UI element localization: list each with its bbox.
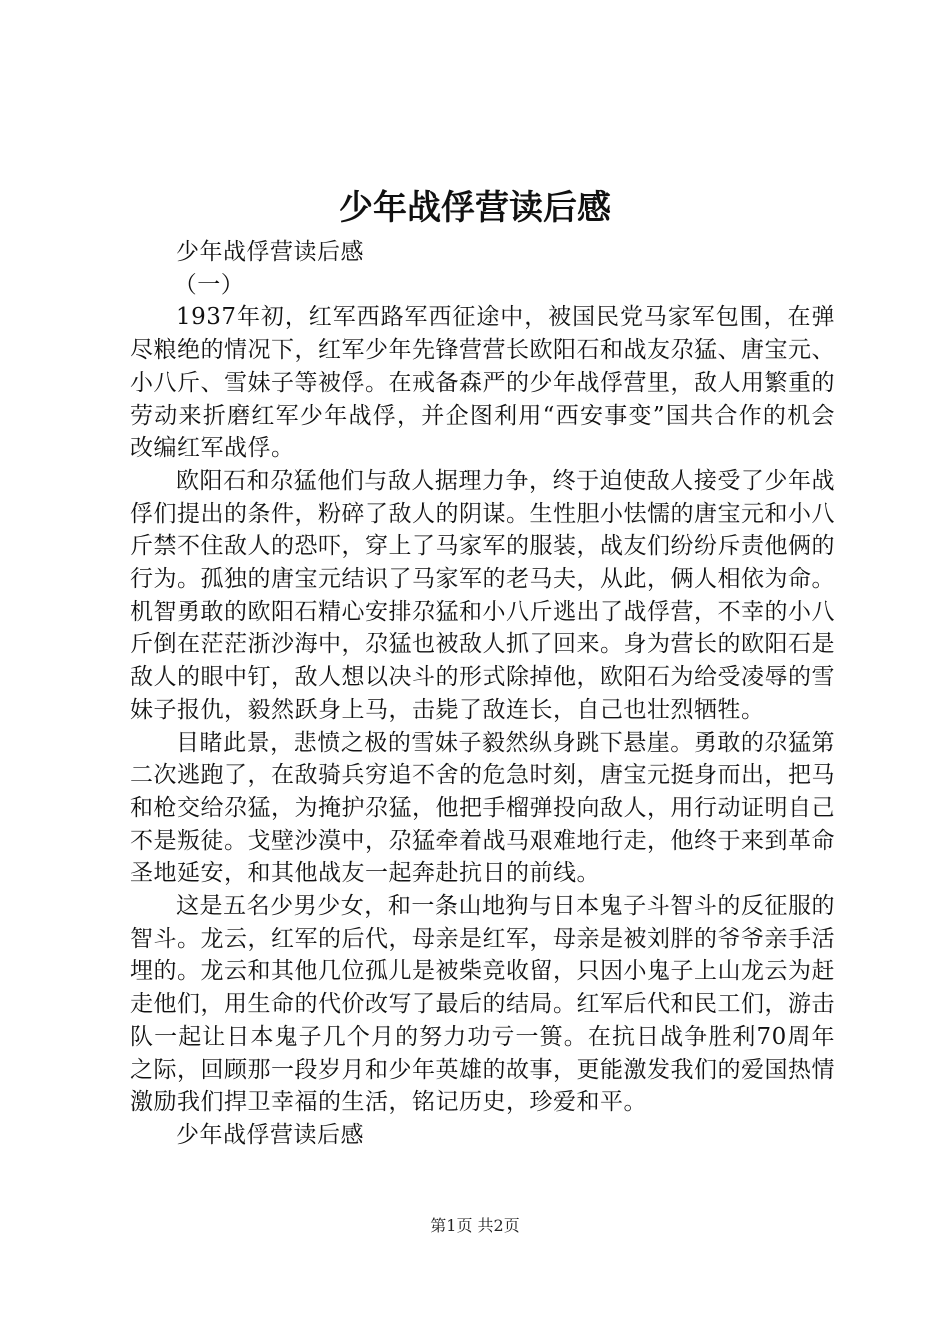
paragraph: 这是五名少男少女，和一条山地狗与日本鬼子斗智斗的反征服的智斗。龙云，红军的后代，母亲是红军，母亲是被刘胖的爷爷亲手活埋的。龙云和其他几位孤儿是被柴竞收留，只因小鬼子上山龙云为赶走他们，用生命的代价改写了最后的结局。红军后代和民工们，游击队一起让日本鬼子几个月的努力功亏一篑。在抗日战争胜利70周年之际，回顾那一段岁月和少年英雄的故事，更能激发我们的爱国热情激励我们捍卫幸福的生活，铭记历史，珍爱和平。 [130, 893, 835, 1116]
closing-heading: 少年战俘营读后感 [176, 1121, 364, 1148]
page-number-label: 第1页 共2页 [430, 1216, 520, 1235]
document-subtitle: 少年战俘营读后感 [176, 239, 364, 265]
paragraph: 欧阳石和尕猛他们与敌人据理力争，终于迫使敌人接受了少年战俘们提出的条件，粉碎了敌人的阴谋。生性胆小怯懦的唐宝元和小八斤禁不住敌人的恐吓，穿上了马家军的服装，战友们纷纷斥责他俩的行为。孤独的唐宝元结识了马家军的老马夫，从此，俩人相依为命。机智勇敢的欧阳石精心安排尕猛和小八斤逃出了战俘营，不幸的小八斤倒在茫茫浙沙海中，尕猛也被敌人抓了回来。身为营长的欧阳石是敌人的眼中钉，敌人想以决斗的形式除掉他，欧阳石为给受凌辱的雪妹子报仇，毅然跃身上马，击毙了敌连长，自己也壮烈牺牲。 [130, 467, 835, 723]
document-title: 少年战俘营读后感 [339, 188, 611, 228]
paragraph: 1937年初，红军西路军西征途中，被国民党马家军包围，在弹尽粮绝的情况下，红军少年先锋营营长欧阳石和战友尕猛、唐宝元、小八斤、雪妹子等被俘。在戒备森严的少年战俘营里，敌人用繁重的劳动来折磨红军少年战俘，并企图利用“西安事变”国共合作的机会改编红军战俘。 [130, 304, 835, 462]
page-footer [0, 1214, 950, 1238]
paragraph: 目睹此景，悲愤之极的雪妹子毅然纵身跳下悬崖。勇敢的尕猛第二次逃跑了，在敌骑兵穷追不舍的危急时刻，唐宝元挺身而出，把马和枪交给尕猛，为掩护尕猛，他把手榴弹投向敌人，用行动证明自己不是叛徒。戈壁沙漠中，尕猛牵着战马艰难地行走，他终于来到革命圣地延安，和其他战友一起奔赴抗日的前线。 [130, 729, 835, 887]
section-marker: （一） [173, 271, 245, 298]
document-body [130, 236, 835, 1152]
